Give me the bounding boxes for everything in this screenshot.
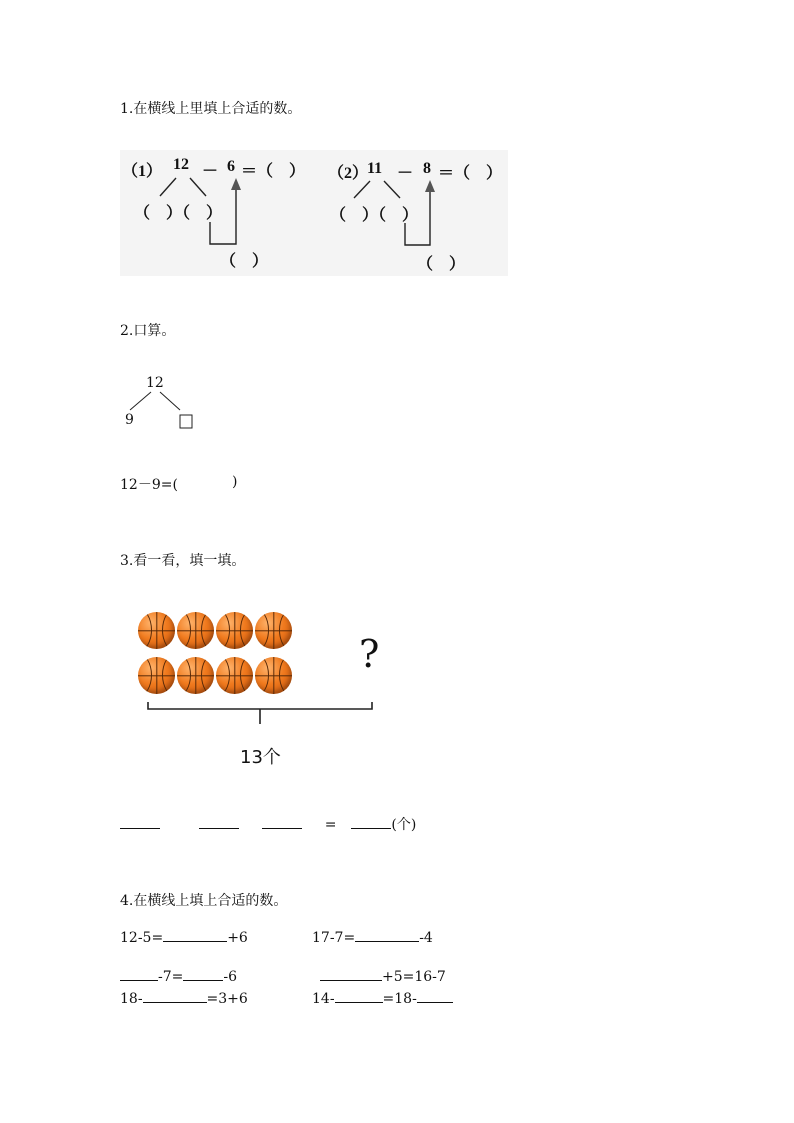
q1-part2-bottom-box[interactable]: （ ） [417, 256, 466, 273]
q3-answer-row [120, 814, 416, 834]
q3-title: 3.看一看，填一填。 [120, 553, 246, 569]
basketball-icon [255, 612, 292, 649]
q4-row1-b [312, 929, 433, 946]
q1-connector-lines [120, 150, 508, 276]
basketball-icon [138, 657, 175, 694]
q3-eq-sign: = [324, 817, 337, 833]
q3-blank-3[interactable] [262, 816, 302, 829]
q3-blank-result[interactable] [351, 816, 391, 829]
q4-r1b-blank[interactable] [355, 929, 419, 942]
q4-r2a-mid: -7= [158, 969, 184, 985]
q1-part2-label: （2） [328, 165, 369, 182]
q1-part2-b: 8 [423, 160, 431, 177]
q4-r1a-blank[interactable] [163, 929, 227, 942]
basketball-icon [255, 657, 292, 694]
q4-title: 4.在横线上填上合适的数。 [120, 893, 288, 909]
q2-equation-right: ) [232, 474, 238, 490]
q4-r2a-blank-2[interactable] [183, 968, 223, 981]
q1-part1-a: 12 [173, 156, 189, 173]
q4-r3a-blank[interactable] [143, 990, 207, 1003]
q1-part1-minus: － [202, 163, 219, 180]
q1-part1-eq: ＝（ ） [241, 163, 306, 180]
q2-tree-left: 9 [125, 412, 134, 428]
q4-r2b-blank[interactable] [320, 968, 382, 981]
total-brace [145, 700, 385, 730]
q4-r3a-right: =3+6 [206, 991, 248, 1007]
q2-answer-blank[interactable] [180, 474, 228, 490]
q1-part2-eq: ＝（ ） [438, 165, 503, 182]
q3-blank-2[interactable] [199, 816, 239, 829]
q4-r1b-left: 17-7= [312, 930, 356, 946]
q4-row3-b [312, 990, 453, 1007]
total-label: 13个 [240, 747, 281, 768]
q4-r1a-right: +6 [227, 930, 248, 946]
q3-blank-1[interactable] [120, 816, 160, 829]
basketball-icon [138, 612, 175, 649]
q4-row1-a [120, 929, 248, 946]
q4-r3b-blank-2[interactable] [417, 990, 453, 1003]
q2-answer-box[interactable] [180, 415, 192, 428]
basketball-icon [177, 657, 214, 694]
q4-r1a-left: 12-5= [120, 930, 164, 946]
basketball-icon [216, 612, 253, 649]
q4-row3-a [120, 990, 248, 1007]
basketball-icon [216, 657, 253, 694]
q1-part1-label: （1） [122, 163, 163, 180]
q1-part1-b: 6 [227, 158, 235, 175]
q4-r3a-left: 18- [120, 991, 143, 1007]
basketball-icon [177, 612, 214, 649]
q4-row2-b [320, 968, 446, 985]
q4-r3b-left: 14- [312, 991, 335, 1007]
q2-tree-top: 12 [146, 375, 164, 391]
q4-r2b-right: +5=16-7 [382, 969, 446, 985]
q4-r2a-blank-1[interactable] [120, 968, 158, 981]
q1-part2-a: 11 [367, 160, 383, 177]
q1-part2-left-boxes[interactable]: （ ）（ ） [330, 207, 419, 224]
q1-title: 1.在横线上里填上合适的数。 [120, 101, 302, 117]
q4-r1b-right: -4 [419, 930, 433, 946]
q1-part2-minus: － [397, 165, 414, 182]
q1-figure [120, 150, 508, 276]
q4-r3b-blank-1[interactable] [335, 990, 383, 1003]
q4-r2a-right: -6 [223, 969, 238, 985]
question-mark: ? [359, 632, 380, 676]
q2-title: 2.口算。 [120, 323, 176, 339]
q2-equation-left: 12－9=( [120, 477, 178, 493]
q1-part1-left-boxes[interactable]: （ ）（ ） [134, 205, 223, 222]
q4-row2-a [120, 968, 237, 985]
q3-unit: (个) [391, 817, 417, 833]
q4-r3b-mid: =18- [382, 991, 417, 1007]
q1-part1-bottom-box[interactable]: （ ） [220, 253, 269, 270]
